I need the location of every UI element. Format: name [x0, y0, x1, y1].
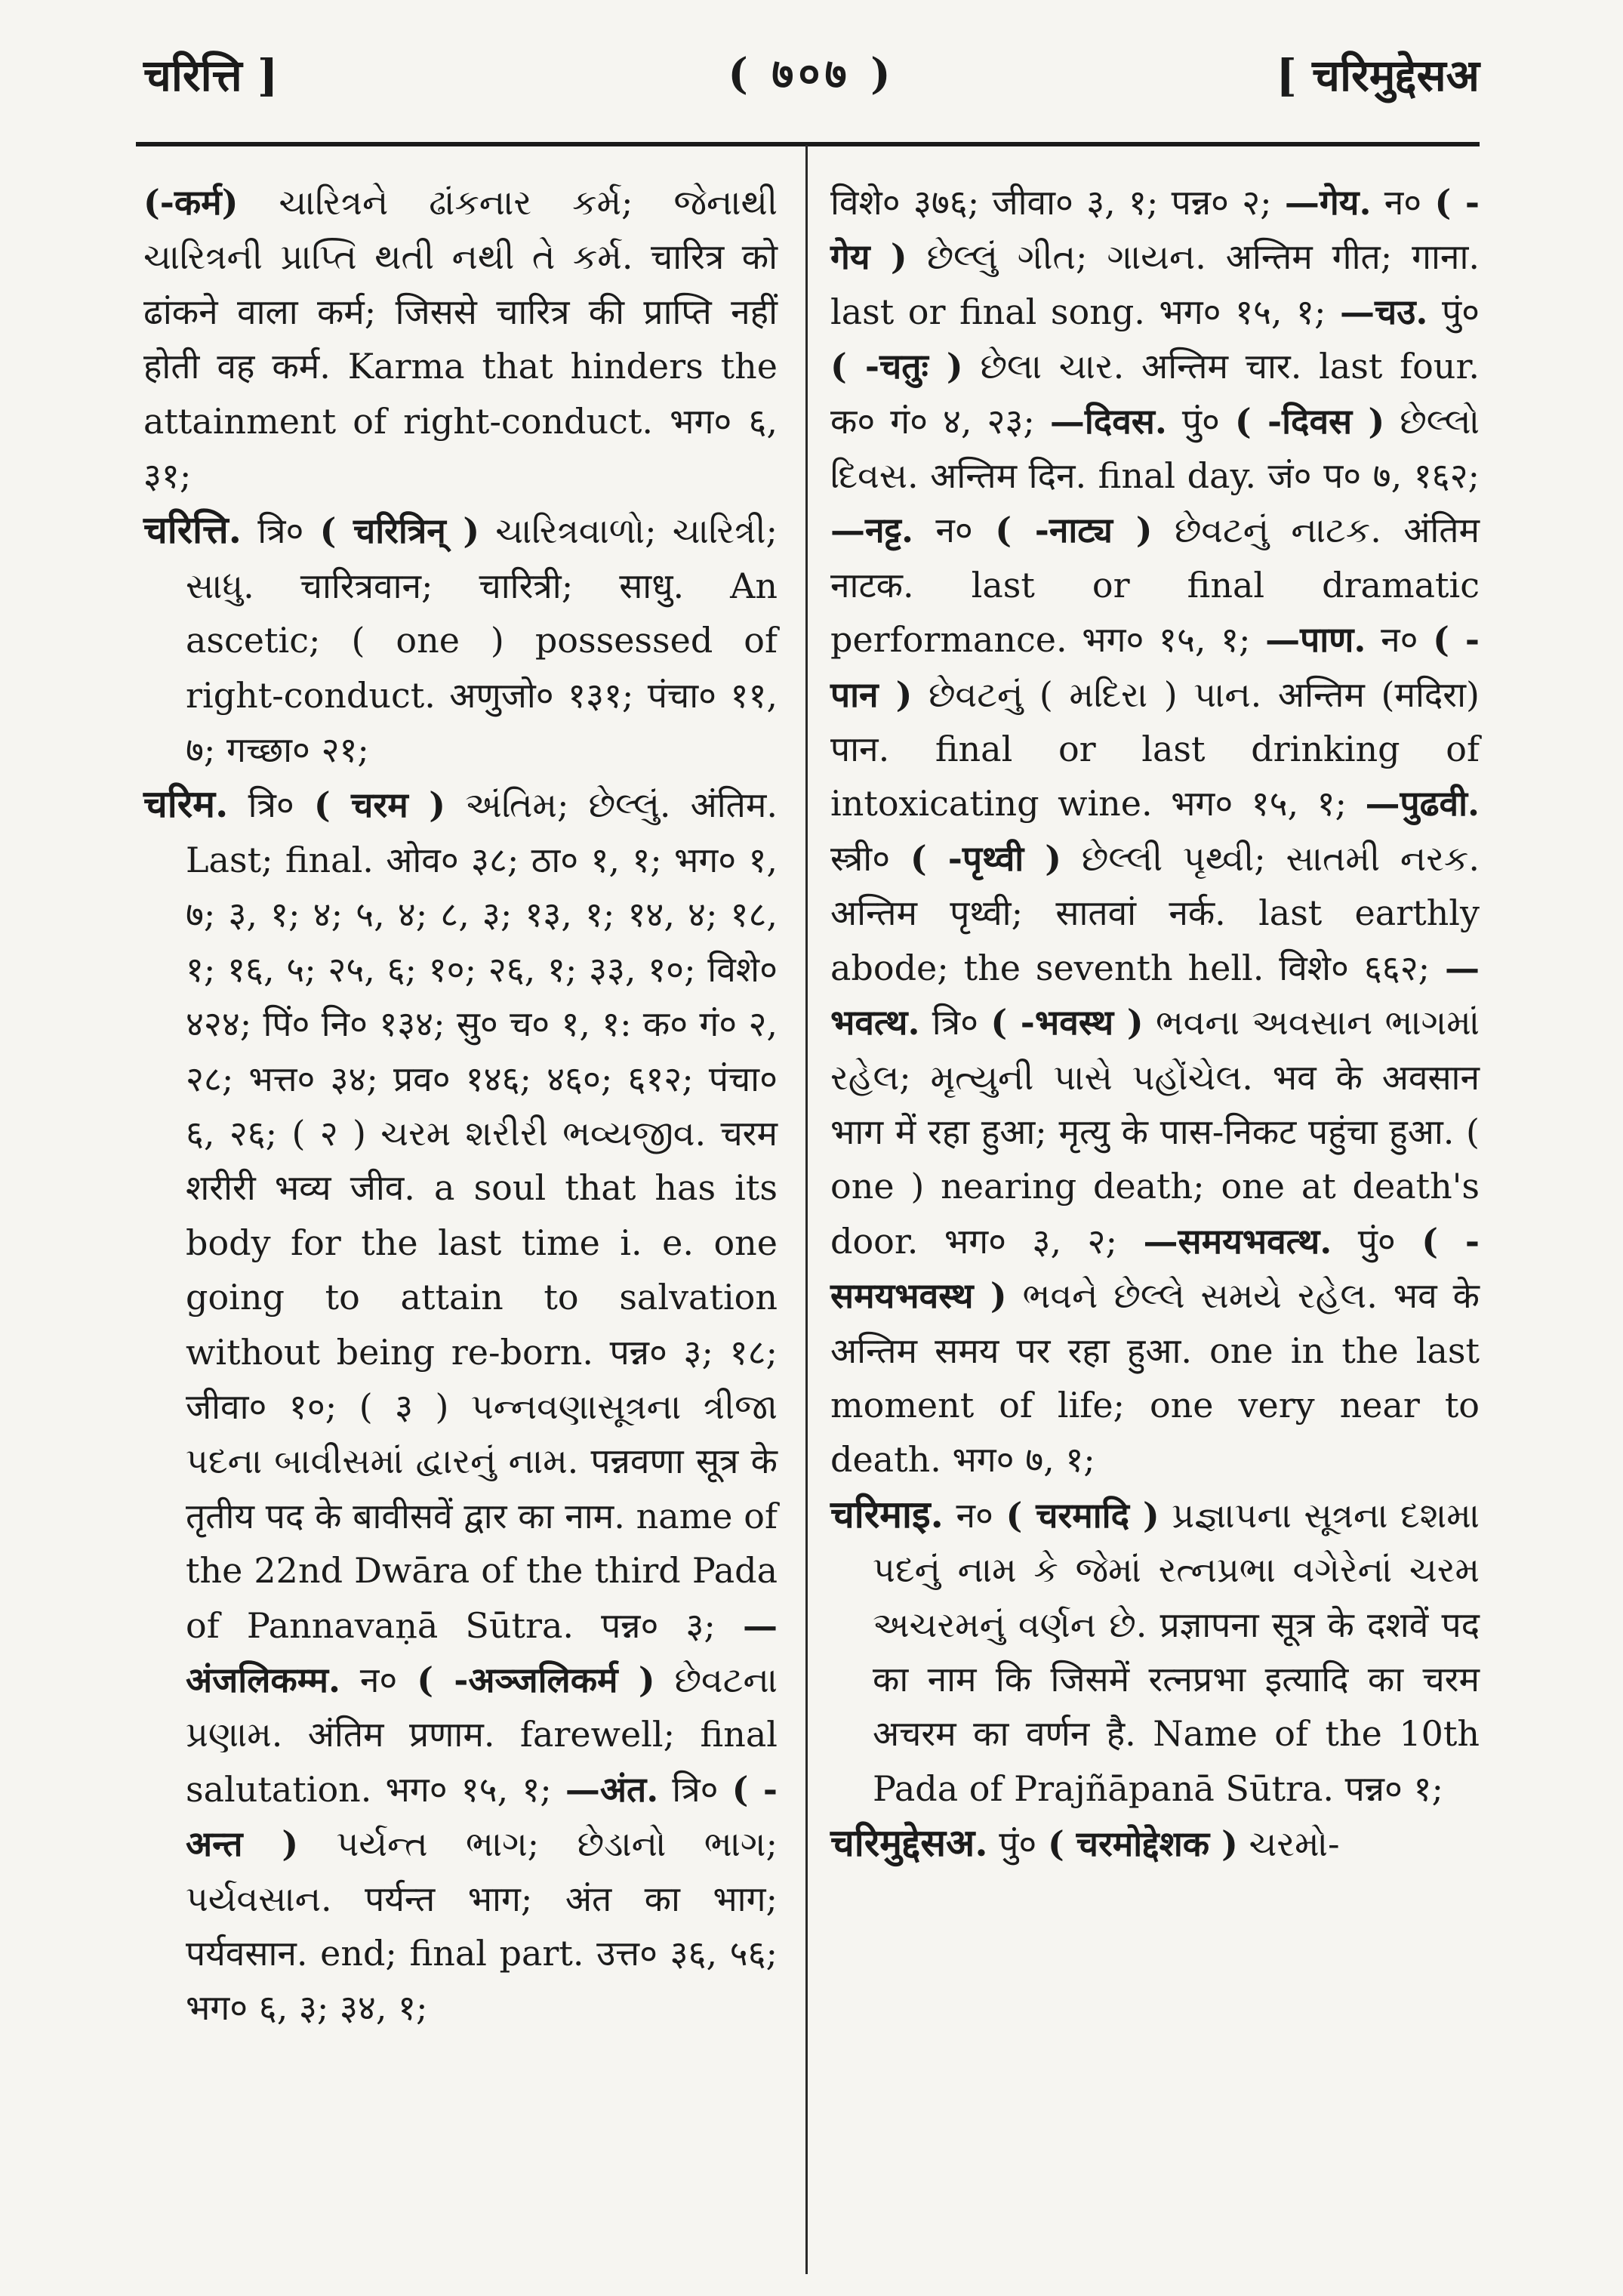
- column-divider: [805, 145, 808, 2274]
- definition-text: त्रि०: [228, 784, 314, 826]
- definition-text: न०: [1371, 182, 1435, 223]
- dictionary-entry: [143, 777, 778, 2035]
- bold-term: ( -चतुः ): [830, 346, 963, 387]
- definition-text: અંતિમ; છેલ્લું. अंतिम. Last; final. ओव० ३८; ठा० १, १; भग० १, ७; ३, १; ४; ५, ४; ८, ३; १३, १; १४, ४; १८, १; १६, ५; २५, ६; १०; २६, १; ३३, १०; विशे० ४२४; पिं० नि० १३४; सु० च० १, १: क० गं० २, २८; भत्त० ३४; प्रव० १४६; ४६०; ६१२; पंचा० ६, २६; ( २ ) ચરમ શરીરી ભવ્યજીવ. चरम शरीरी भव्य जीव. a soul that has its body for the last time i. e. one going to attain to salvation without being re-born. पन्न० ३; १८; जीवा० १०; ( ३ ) પન્નવણાસૂત્રના ત્રીજા પદના બાવીસમાં દ્વારનું નામ. पन्नवणा सूत्र के तृतीय पद के बावीसवें द्वार का नाम. name of the 22nd Dwāra of the third Pada of Pannavaṇā Sūtra. पन्न० ३;: [186, 784, 778, 1646]
- bold-term: ( चरित्रिन् ): [319, 510, 480, 552]
- dictionary-entry: [830, 1487, 1480, 1816]
- bold-term: —अंत.: [565, 1768, 659, 1810]
- dictionary-entry: [143, 503, 778, 777]
- bold-term: ( -समयभवस्थ ): [830, 1220, 1480, 1317]
- definition-text: પર્યન્ત ભાગ; છેડાનો ભાગ; પર્યવસાન. पर्यन्त भाग; अंत का भाग; पर्यवसान. end; final part. उत्त० ३६, ५६; भग० ६, ३; ३४, १;: [186, 1823, 778, 2029]
- definition-text: न०: [943, 1494, 1006, 1536]
- definition-text: ભવને છેલ્લે સમયે રહેલ. भव के अन्तिम समय पर रहा हुआ. one in the last moment of life; one very near to death. भग० ७, १;: [830, 1275, 1480, 1481]
- definition-text: છેલ્લું ગીત; ગાયન. अन्तिम गीत; गाना. last or final song. भग० १५, १;: [830, 236, 1480, 332]
- header-left-guideword: चरित्ति ]: [143, 50, 279, 101]
- bold-term: ( -पान ): [830, 619, 1480, 715]
- definition-text: પ્રજ્ઞાપના સૂત્રના દશમા પદનું નામ કે જેમાં રત્નપ્રભા વગેરેનાં ચરમ અચરમનું વર્ણન છે. प्रज्ञापना सूत्र के दशवें पद का नाम कि जिसमें रत्नप्रभा इत्यादि का चरम अचरम का वर्णन है. Name of the 10th Pada of Prajñāpanā Sūtra. पन्न० १;: [873, 1494, 1480, 1809]
- bold-term: —नट्ट.: [830, 510, 914, 551]
- left-column: [143, 175, 778, 2036]
- header-rule: [136, 142, 1480, 146]
- bold-term: ( -नाट्य ): [995, 510, 1153, 551]
- bold-term: —समयभवत्थ.: [1143, 1220, 1332, 1262]
- bold-term: ( -दिवस ): [1234, 400, 1385, 442]
- bold-term: ( -पृथ्वी ): [910, 837, 1062, 879]
- definition-text: ચારિત્રવાળો; ચારિત્રી; સાધુ. चारित्रवान; चारित्री; साधु. An ascetic; ( one ) possessed of right-conduct. अणुजो० १३१; पंचा० ११, ७; गच्छा० २१;: [186, 510, 778, 771]
- bold-term: —भवत्थ.: [830, 947, 1480, 1043]
- definition-text: છેલા ચાર. अन्तिम चार. last four. क० गं० ४, २३;: [830, 346, 1480, 442]
- definition-text: છેવટના પ્રણામ. अंतिम प्रणाम. farewell; final salutation. भग० १५, १;: [186, 1659, 778, 1810]
- definition-text: त्रि०: [919, 1002, 991, 1043]
- definition-text: पुं०: [1166, 400, 1235, 442]
- dictionary-entry: [830, 1816, 1480, 1871]
- dictionary-entry: [143, 175, 778, 503]
- definition-text: विशे० ३७६; जीवा० ३, १; पन्न० २;: [830, 182, 1285, 223]
- bold-term: ( -अञ्जलिकर्म ): [417, 1659, 655, 1700]
- headword: चरिमुद्देसअ.: [830, 1820, 988, 1866]
- bold-term: (-कर्म): [143, 182, 239, 223]
- headword: चरिमाइ.: [830, 1491, 944, 1536]
- header-right-guideword: [ चरिमुद्देसअ: [1276, 50, 1480, 101]
- definition-text: न०: [913, 510, 996, 551]
- bold-term: —पुढवी.: [1365, 783, 1480, 824]
- bold-term: ( चरमोद्देशक ): [1047, 1823, 1238, 1865]
- dictionary-entry: [830, 175, 1480, 1487]
- bold-term: ( -भवस्थ ): [990, 1002, 1144, 1043]
- bold-term: ( -गेय ): [830, 182, 1480, 278]
- definition-text: ચારિત્રને ઢાંકનાર કર્મ; જેનાથી ચારિત્રની પ્રાપ્તિ થતી નથી તે કર્મ. चारित्र को ढांकने वाला कर्म; जिससे चारित्र की प्राप्ति नहीं होती वह कर्म. Karma that hinders the attainment of right-conduct. भग० ६, ३१;: [143, 182, 778, 497]
- bold-term: —अंजलिकम्म.: [186, 1604, 778, 1700]
- definition-text: त्रि०: [658, 1768, 732, 1810]
- definition-text: છેવટનું નાટક. अंतिम नाटक. last or final dramatic performance. भग० १५, १;: [830, 510, 1480, 661]
- definition-text: न०: [340, 1659, 417, 1700]
- definition-text: पुं०: [987, 1823, 1048, 1865]
- bold-term: ( -अन्त ): [186, 1768, 778, 1865]
- bold-term: —दिवस.: [1049, 400, 1167, 442]
- definition-text: त्रि०: [242, 510, 320, 552]
- headword: चरित्ति.: [143, 507, 242, 553]
- definition-text: છેલ્લો દિવસ. अन्तिम दिन. final day. जं० प० ७, १६२;: [830, 400, 1480, 497]
- bold-term: —पाण.: [1265, 619, 1366, 661]
- bold-term: ( चरमादि ): [1006, 1494, 1160, 1536]
- definition-text: पुं०: [1427, 291, 1480, 332]
- page-number: ( ७०७ ): [728, 49, 895, 99]
- right-column: [830, 175, 1480, 1872]
- running-header: [143, 36, 1480, 112]
- bold-term: —गेय.: [1284, 182, 1372, 223]
- definition-text: न०: [1366, 619, 1434, 661]
- definition-text: पुं०: [1332, 1220, 1422, 1262]
- bold-term: —चउ.: [1340, 291, 1428, 332]
- definition-text: ભવના અવસાન ભાગમાં રહેલ; મૃત્યુની પાસે પહોંચેલ. भव के अवसान भाग में रहा हुआ; मृत्यु के पास-निकट पहुंचा हुआ. ( one ) nearing death; one at death's door. भग० ३, २;: [830, 1002, 1480, 1262]
- headword: चरिम.: [143, 781, 229, 827]
- definition-text: स्त्री०: [830, 837, 910, 879]
- definition-text: ચરમો-: [1237, 1823, 1340, 1865]
- definition-text: છેલ્લી પૃથ્વી; સાતમી નરક. अन्तिम पृथ्वी; सातवां नर्क. last earthly abode; the seventh hell. विशे० ६६२;: [830, 837, 1480, 988]
- definition-text: છેવટનું ( મદિરા ) પાન. अन्तिम (मदिरा) पान. final or last drinking of intoxicating wine. भग० १५, १;: [830, 673, 1480, 824]
- bold-term: ( चरम ): [313, 784, 445, 826]
